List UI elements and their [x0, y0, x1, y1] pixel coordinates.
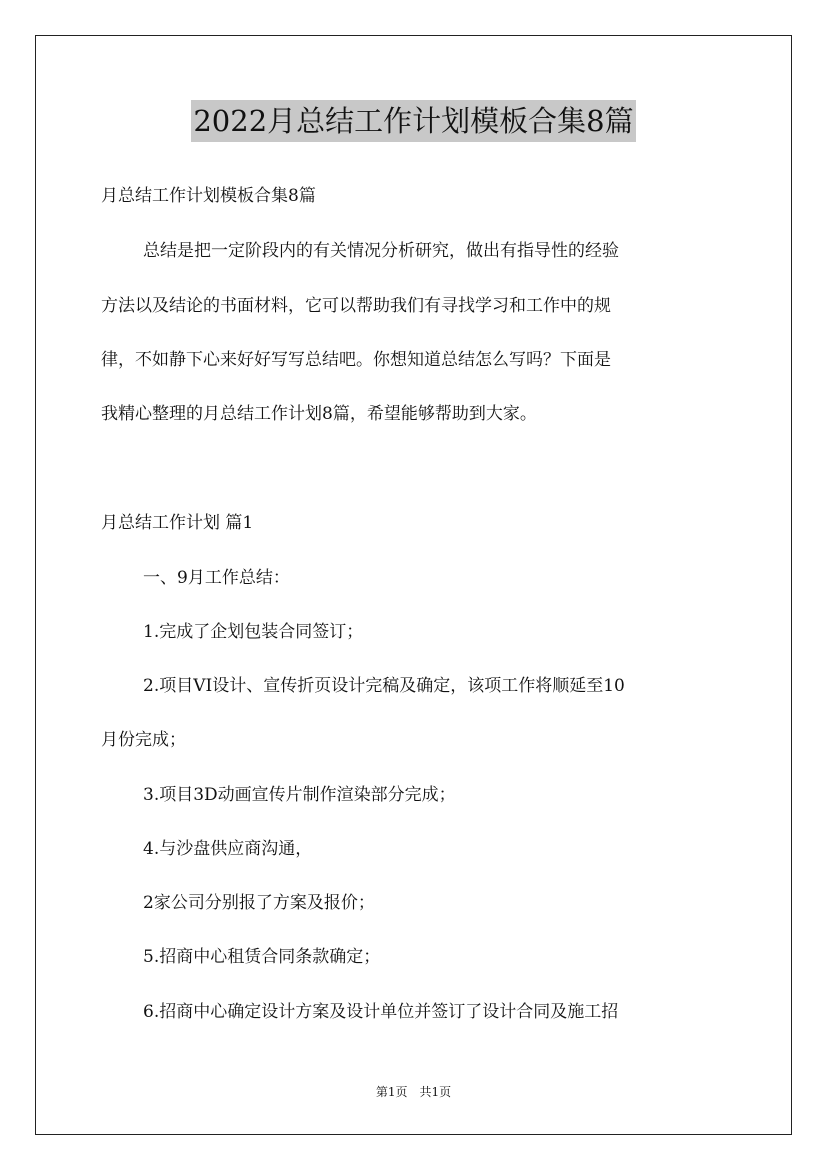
- intro-line: 总结是把一定阶段内的有关情况分析研究，做出有指导性的经验: [143, 241, 619, 261]
- body-line: 月份完成；: [101, 730, 186, 750]
- body-line: 1.完成了企划包装合同签订；: [143, 622, 364, 642]
- body-line: 3.项目3D动画宣传片制作渲染部分完成；: [143, 785, 456, 805]
- section-heading: 月总结工作计划 篇1: [101, 513, 254, 533]
- title-container: [0, 100, 827, 142]
- body-line: 2.项目VI设计、宣传折页设计完稿及确定，该项工作将顺延至10: [143, 676, 625, 696]
- intro-line: 方法以及结论的书面材料，它可以帮助我们有寻找学习和工作中的规: [101, 296, 611, 316]
- intro-line: 我精心整理的月总结工作计划8篇，希望能够帮助到大家。: [101, 404, 537, 424]
- body-line: 4.与沙盘供应商沟通，: [143, 839, 313, 859]
- body-line: 2家公司分别报了方案及报价；: [143, 893, 375, 913]
- document-title: 2022月总结工作计划模板合集8篇: [191, 100, 635, 142]
- intro-line: 律，不如静下心来好好写写总结吧。你想知道总结怎么写吗？下面是: [101, 350, 611, 370]
- body-line: 5.招商中心租赁合同条款确定；: [143, 947, 381, 967]
- body-line: 6.招商中心确定设计方案及设计单位并签订了设计合同及施工招: [143, 1002, 619, 1022]
- page-indicator: 第1页 共1页: [375, 1085, 452, 1099]
- body-line: 一、9月工作总结：: [143, 568, 290, 588]
- document-subtitle: 月总结工作计划模板合集8篇: [101, 186, 316, 206]
